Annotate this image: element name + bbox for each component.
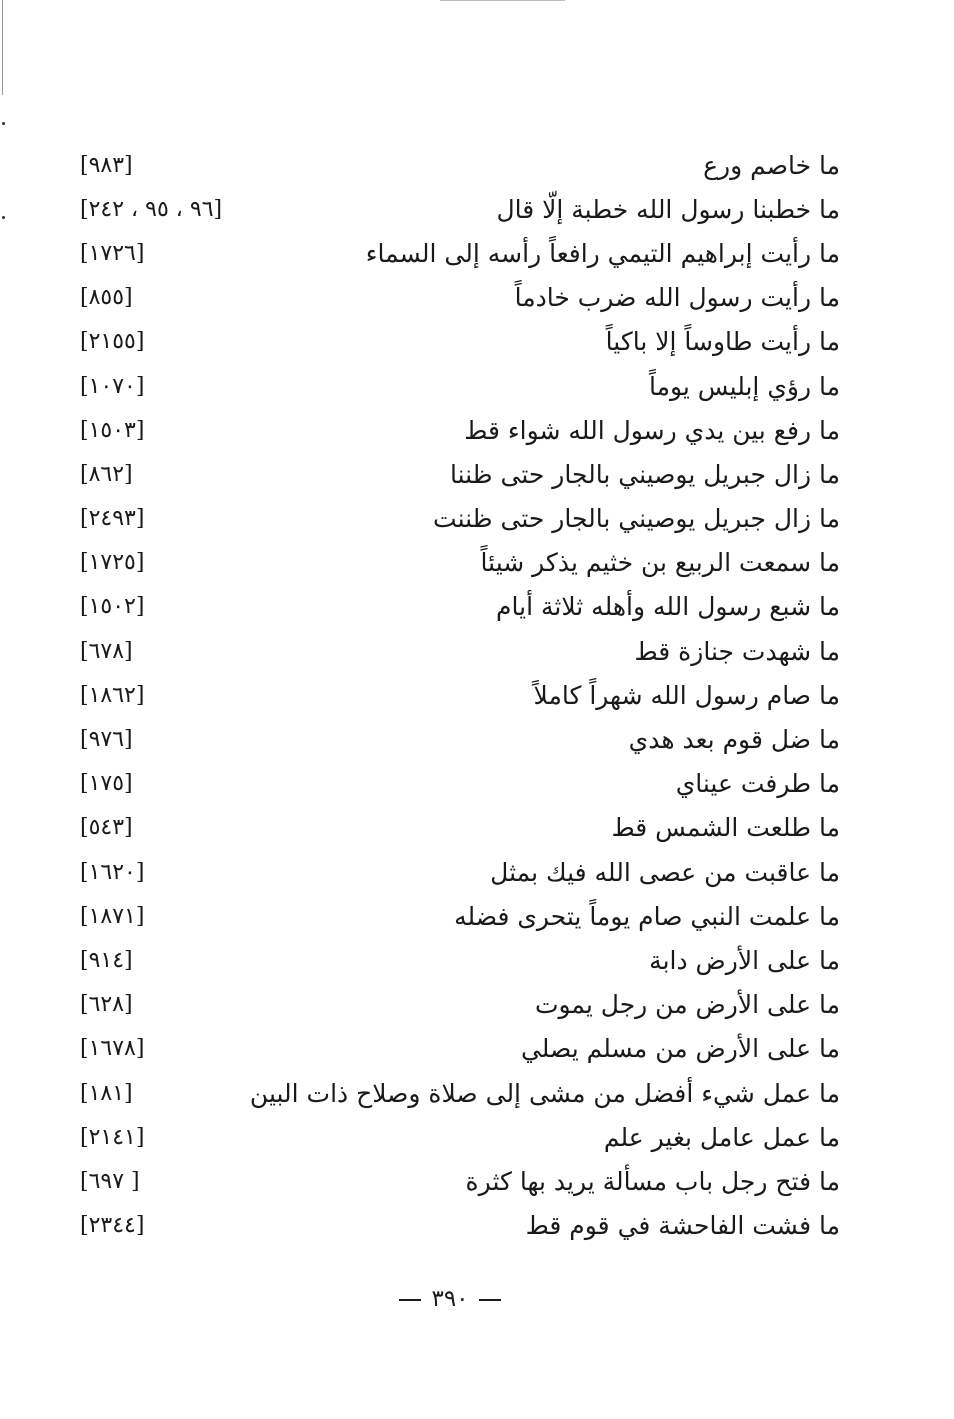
index-entry [70, 143, 840, 187]
index-entry [70, 717, 840, 761]
entry-phrase: ما شهدت جنازة قط [634, 636, 840, 666]
edge-mark [2, 216, 5, 219]
entry-phrase: ما طلعت الشمس قط [611, 813, 840, 843]
index-entry [70, 629, 840, 673]
index-entry [70, 364, 840, 408]
index-entry [70, 1159, 840, 1203]
entry-reference: [٩٦ ، ٩٥ ، ٢٤٢] [80, 196, 223, 222]
entry-reference: [٢٣٤٤] [80, 1213, 145, 1239]
binding-edge-line [2, 0, 3, 95]
entry-phrase: ما على الأرض من رجل يموت [534, 990, 840, 1020]
index-entry [70, 1071, 840, 1115]
entry-reference: [ ٦٩٧] [80, 1168, 140, 1194]
page-number-footer [0, 1286, 900, 1312]
index-entry [70, 497, 840, 541]
index-entry [70, 762, 840, 806]
index-entry [70, 585, 840, 629]
entry-phrase: ما عمل عامل بغير علم [603, 1122, 840, 1152]
entry-reference: [١٧٥] [80, 771, 133, 797]
entry-reference: [٥٤٣] [80, 815, 133, 841]
entry-phrase: ما شبع رسول الله وأهله ثلاثة أيام [496, 592, 840, 622]
index-entry [70, 1115, 840, 1159]
entry-reference: [١٨١] [80, 1080, 133, 1106]
entry-reference: [١٥٠٣] [80, 417, 145, 443]
entry-reference: [٢١٤١] [80, 1124, 145, 1150]
entry-phrase: ما رؤي إبليس يوماً [648, 371, 840, 401]
index-entry [70, 320, 840, 364]
entry-reference: [٨٥٥] [80, 285, 133, 311]
index-entry [70, 673, 840, 717]
entry-phrase: ما رأيت إبراهيم التيمي رافعاً رأسه إلى السماء [365, 238, 840, 268]
entry-phrase: ما ضل قوم بعد هدي [628, 725, 840, 755]
index-entry [70, 983, 840, 1027]
index-entry [70, 541, 840, 585]
index-entry [70, 1027, 840, 1071]
dash-right [399, 1299, 421, 1301]
index-entry [70, 187, 840, 231]
entry-phrase: ما طرفت عيناي [675, 769, 840, 799]
entry-phrase: ما على الأرض من مسلم يصلي [520, 1034, 840, 1064]
entry-phrase: ما على الأرض دابة [649, 945, 840, 975]
entry-phrase: ما علمت النبي صام يوماً يتحرى فضله [454, 901, 840, 931]
entry-reference: [١٦٢٠] [80, 859, 145, 885]
index-list [70, 143, 840, 1248]
entry-phrase: ما رأيت طاوساً إلا باكياً [605, 327, 840, 357]
index-entry [70, 938, 840, 982]
entry-reference: [١٥٠٢] [80, 594, 145, 620]
entry-phrase: ما زال جبريل يوصيني بالجار حتى ظننت [433, 504, 840, 534]
dash-left [479, 1299, 501, 1301]
index-entry [70, 408, 840, 452]
top-rule [440, 0, 565, 1]
entry-reference: [٦٢٨] [80, 992, 133, 1018]
entry-phrase: ما فشت الفاحشة في قوم قط [525, 1211, 840, 1241]
index-entry [70, 1204, 840, 1248]
entry-reference: [٢١٥٥] [80, 329, 145, 355]
entry-reference: [٨٦٢] [80, 461, 133, 487]
entry-phrase: ما صام رسول الله شهراً كاملاً [533, 680, 840, 710]
entry-phrase: ما رأيت رسول الله ضرب خادماً [514, 283, 840, 313]
index-entry [70, 276, 840, 320]
entry-phrase: ما سمعت الربيع بن خثيم يذكر شيئاً [480, 548, 840, 578]
entry-reference: [٦٧٨] [80, 638, 133, 664]
entry-reference: [١٧٢٦] [80, 240, 145, 266]
edge-mark [2, 122, 5, 125]
entry-phrase: ما خطبنا رسول الله خطبة إلّا قال [496, 194, 840, 224]
entry-reference: [١٨٦٢] [80, 682, 145, 708]
index-entry [70, 231, 840, 275]
entry-reference: [١٦٧٨] [80, 1036, 145, 1062]
entry-reference: [٩٧٦] [80, 727, 133, 753]
page-number: ٣٩٠ [431, 1286, 469, 1312]
entry-reference: [٢٤٩٣] [80, 506, 145, 532]
index-entry [70, 850, 840, 894]
entry-phrase: ما رفع بين يدي رسول الله شواء قط [464, 415, 840, 445]
entry-phrase: ما فتح رجل باب مسألة يريد بها كثرة [465, 1166, 840, 1196]
entry-phrase: ما عاقبت من عصى الله فيك بمثل [490, 857, 840, 887]
entry-reference: [١٧٢٥] [80, 550, 145, 576]
entry-reference: [١٨٧١] [80, 903, 145, 929]
entry-phrase: ما خاصم ورع [703, 150, 840, 180]
entry-phrase: ما عمل شيء أفضل من مشى إلى صلاة وصلاح ذات البين [249, 1078, 840, 1108]
entry-phrase: ما زال جبريل يوصيني بالجار حتى ظننا [449, 459, 840, 489]
entry-reference: [١٠٧٠] [80, 373, 145, 399]
entry-reference: [٩١٤] [80, 947, 133, 973]
entry-reference: [٩٨٣] [80, 152, 133, 178]
index-entry [70, 452, 840, 496]
index-entry [70, 806, 840, 850]
index-entry [70, 894, 840, 938]
